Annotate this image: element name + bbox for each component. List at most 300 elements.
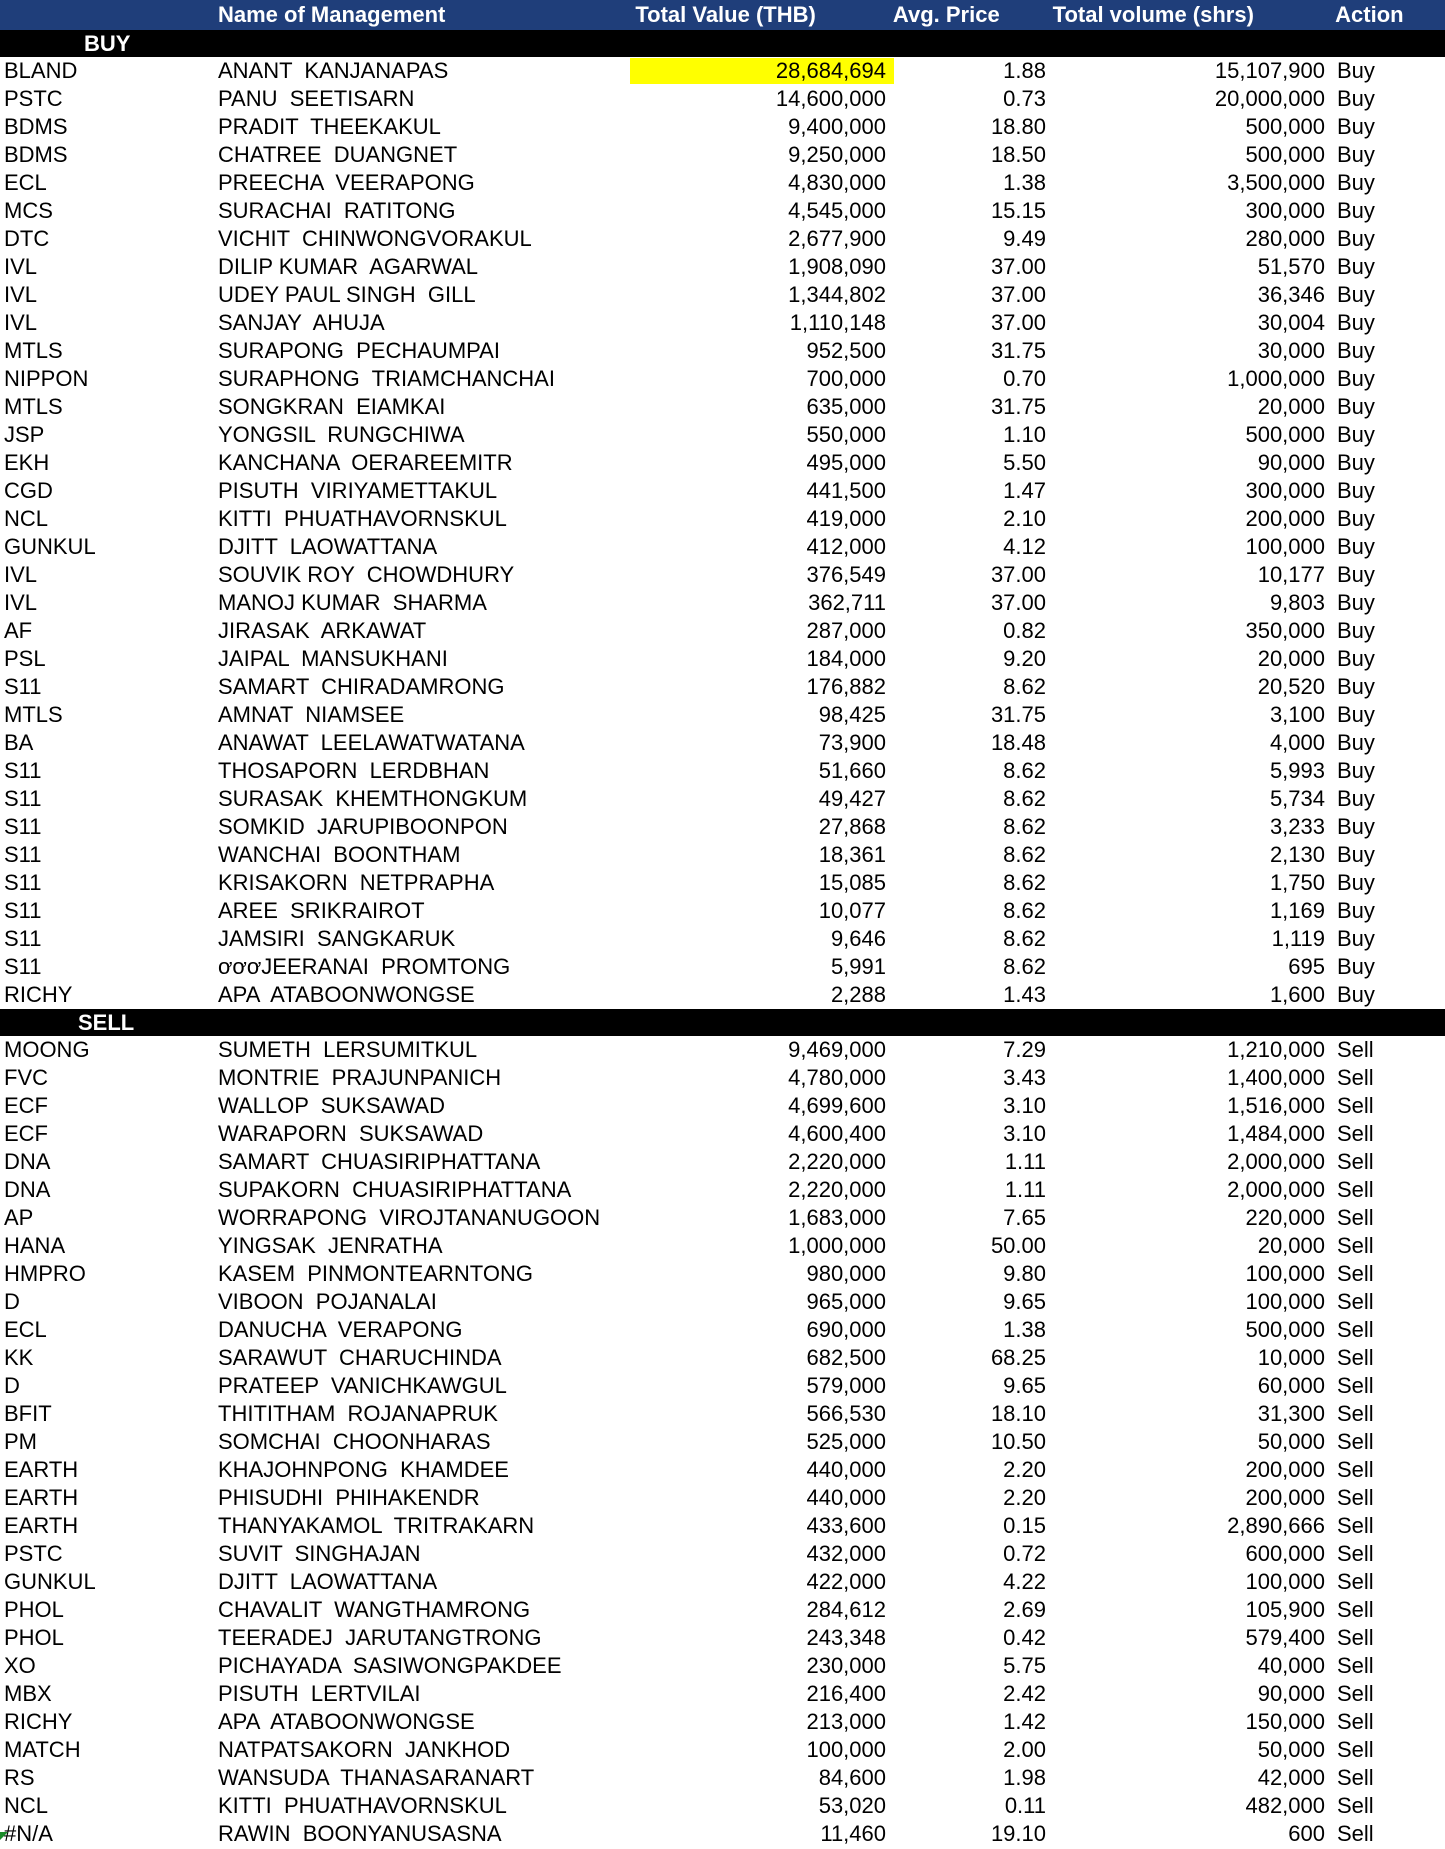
volume-cell[interactable]: 105,900	[1245, 1597, 1325, 1622]
symbol-cell[interactable]: XO	[4, 1653, 36, 1678]
table-row[interactable]	[0, 1064, 1445, 1092]
symbol-cell[interactable]: PSL	[4, 646, 46, 671]
name-cell[interactable]: SARAWUT CHARUCHINDA	[218, 1345, 502, 1370]
symbol-cell[interactable]: IVL	[4, 562, 38, 587]
price-cell[interactable]: 2.20	[1003, 1485, 1046, 1510]
table-row[interactable]	[0, 1680, 1445, 1708]
price-cell[interactable]: 2.20	[1003, 1457, 1046, 1482]
symbol-cell[interactable]: RICHY	[4, 1709, 73, 1734]
value-cell[interactable]: 287,000	[806, 618, 886, 643]
symbol-cell[interactable]: RICHY	[4, 982, 73, 1007]
volume-cell[interactable]: 10,177	[1257, 562, 1325, 587]
action-cell[interactable]: Buy	[1337, 702, 1375, 727]
table-row[interactable]	[0, 1176, 1445, 1204]
symbol-cell[interactable]: GUNKUL	[4, 1569, 96, 1594]
table-row[interactable]	[0, 617, 1445, 645]
volume-cell[interactable]: 500,000	[1245, 1317, 1325, 1342]
action-cell[interactable]: Buy	[1337, 562, 1375, 587]
value-cell[interactable]: 213,000	[806, 1709, 886, 1734]
volume-cell[interactable]: 51,570	[1257, 254, 1325, 279]
table-row[interactable]	[0, 1456, 1445, 1484]
volume-cell[interactable]: 20,000,000	[1214, 86, 1325, 111]
symbol-cell[interactable]: D	[4, 1289, 20, 1314]
symbol-cell[interactable]: MBX	[4, 1681, 52, 1706]
action-cell[interactable]: Sell	[1337, 1373, 1374, 1398]
action-cell[interactable]: Buy	[1337, 450, 1375, 475]
symbol-cell[interactable]: IVL	[4, 254, 38, 279]
symbol-cell[interactable]: EARTH	[4, 1457, 79, 1482]
price-cell[interactable]: 1.47	[1003, 478, 1046, 503]
price-cell[interactable]: 7.29	[1003, 1037, 1046, 1062]
symbol-cell[interactable]: MTLS	[4, 338, 63, 363]
volume-cell[interactable]: 280,000	[1245, 226, 1325, 251]
price-cell[interactable]: 18.48	[990, 730, 1046, 755]
table-row[interactable]	[0, 1820, 1445, 1848]
price-cell[interactable]: 8.62	[1003, 926, 1046, 951]
action-cell[interactable]: Buy	[1337, 534, 1375, 559]
table-row[interactable]	[0, 449, 1445, 477]
table-row[interactable]	[0, 785, 1445, 813]
name-cell[interactable]: WALLOP SUKSAWAD	[218, 1093, 445, 1118]
action-cell[interactable]: Sell	[1337, 1429, 1374, 1454]
name-cell[interactable]: JAMSIRI SANGKARUK	[218, 926, 456, 951]
value-cell[interactable]: 1,000,000	[788, 1233, 886, 1258]
action-cell[interactable]: Sell	[1337, 1177, 1374, 1202]
symbol-cell[interactable]: S11	[4, 870, 42, 895]
action-cell[interactable]: Sell	[1337, 1205, 1374, 1230]
symbol-cell[interactable]: #N/A	[4, 1821, 53, 1846]
action-cell[interactable]: Buy	[1337, 506, 1375, 531]
volume-cell[interactable]: 90,000	[1257, 450, 1325, 475]
volume-cell[interactable]: 40,000	[1257, 1653, 1325, 1678]
symbol-cell[interactable]: MCS	[4, 198, 53, 223]
price-cell[interactable]: 50.00	[990, 1233, 1046, 1258]
price-cell[interactable]: 5.75	[1003, 1653, 1046, 1678]
volume-cell[interactable]: 4,000	[1269, 730, 1325, 755]
price-cell[interactable]: 8.62	[1003, 954, 1046, 979]
symbol-cell[interactable]: PSTC	[4, 86, 63, 111]
action-cell[interactable]: Buy	[1337, 142, 1375, 167]
volume-cell[interactable]: 10,000	[1257, 1345, 1325, 1370]
volume-cell[interactable]: 1,484,000	[1227, 1121, 1325, 1146]
price-cell[interactable]: 9.49	[1003, 226, 1046, 251]
table-row[interactable]	[0, 85, 1445, 113]
action-cell[interactable]: Sell	[1337, 1149, 1374, 1174]
name-cell[interactable]: THANYAKAMOL TRITRAKARN	[218, 1513, 535, 1538]
symbol-cell[interactable]: FVC	[4, 1065, 48, 1090]
volume-cell[interactable]: 1,600	[1269, 982, 1325, 1007]
price-cell[interactable]: 10.50	[990, 1429, 1046, 1454]
volume-cell[interactable]: 1,516,000	[1227, 1093, 1325, 1118]
action-cell[interactable]: Sell	[1337, 1821, 1374, 1846]
volume-cell[interactable]: 500,000	[1245, 142, 1325, 167]
action-cell[interactable]: Buy	[1337, 954, 1375, 979]
symbol-cell[interactable]: KK	[4, 1345, 34, 1370]
table-row[interactable]	[0, 813, 1445, 841]
symbol-cell[interactable]: EKH	[4, 450, 50, 475]
volume-cell[interactable]: 1,000,000	[1227, 366, 1325, 391]
volume-cell[interactable]: 1,210,000	[1227, 1037, 1325, 1062]
price-cell[interactable]: 8.62	[1003, 786, 1046, 811]
name-cell[interactable]: SUVIT SINGHAJAN	[218, 1541, 421, 1566]
price-cell[interactable]: 3.10	[1003, 1093, 1046, 1118]
table-row[interactable]	[0, 1344, 1445, 1372]
table-row[interactable]	[0, 281, 1445, 309]
volume-cell[interactable]: 60,000	[1257, 1373, 1325, 1398]
table-row[interactable]	[0, 1036, 1445, 1064]
price-cell[interactable]: 0.82	[1003, 618, 1046, 643]
value-cell[interactable]: 690,000	[806, 1317, 886, 1342]
name-cell[interactable]: DJITT LAOWATTANA	[218, 1569, 438, 1594]
table-row[interactable]	[0, 505, 1445, 533]
action-cell[interactable]: Buy	[1337, 114, 1375, 139]
name-cell[interactable]: PICHAYADA SASIWONGPAKDEE	[218, 1653, 562, 1678]
action-cell[interactable]: Sell	[1337, 1401, 1374, 1426]
symbol-cell[interactable]: PSTC	[4, 1541, 63, 1566]
price-cell[interactable]: 18.50	[990, 142, 1046, 167]
table-row[interactable]	[0, 1792, 1445, 1820]
value-cell[interactable]: 2,288	[830, 982, 886, 1007]
action-cell[interactable]: Buy	[1337, 870, 1375, 895]
table-row[interactable]	[0, 477, 1445, 505]
volume-cell[interactable]: 579,400	[1245, 1625, 1325, 1650]
volume-cell[interactable]: 2,000,000	[1227, 1177, 1325, 1202]
action-cell[interactable]: Sell	[1337, 1261, 1374, 1286]
value-cell[interactable]: 376,549	[806, 562, 886, 587]
name-cell[interactable]: WORRAPONG VIROJTANANUGOON	[218, 1205, 601, 1230]
name-cell[interactable]: PHISUDHI PHIHAKENDR	[218, 1485, 480, 1510]
value-cell[interactable]: 440,000	[806, 1485, 886, 1510]
volume-cell[interactable]: 90,000	[1257, 1681, 1325, 1706]
table-row[interactable]	[0, 1568, 1445, 1596]
name-cell[interactable]: SURAPHONG TRIAMCHANCHAI	[218, 366, 555, 391]
name-cell[interactable]: KRISAKORN NETPRAPHA	[218, 870, 495, 895]
name-cell[interactable]: SURASAK KHEMTHONGKUM	[218, 786, 528, 811]
price-cell[interactable]: 37.00	[990, 310, 1046, 335]
value-cell[interactable]: 216,400	[806, 1681, 886, 1706]
name-cell[interactable]: KANCHANA OERAREEMITR	[218, 450, 513, 475]
name-cell[interactable]: PISUTH LERTVILAI	[218, 1681, 421, 1706]
name-cell[interactable]: KITTI PHUATHAVORNSKUL	[218, 506, 507, 531]
action-cell[interactable]: Sell	[1337, 1625, 1374, 1650]
value-cell[interactable]: 11,460	[820, 1821, 886, 1846]
volume-cell[interactable]: 20,000	[1257, 646, 1325, 671]
value-cell[interactable]: 566,530	[806, 1401, 886, 1426]
action-cell[interactable]: Buy	[1337, 394, 1375, 419]
action-cell[interactable]: Sell	[1337, 1289, 1374, 1314]
symbol-cell[interactable]: S11	[4, 786, 42, 811]
volume-cell[interactable]: 482,000	[1245, 1793, 1325, 1818]
table-row[interactable]	[0, 673, 1445, 701]
table-row[interactable]	[0, 1708, 1445, 1736]
name-cell[interactable]: VICHIT CHINWONGVORAKUL	[218, 226, 532, 251]
price-cell[interactable]: 3.10	[1003, 1121, 1046, 1146]
action-cell[interactable]: Buy	[1337, 366, 1375, 391]
name-cell[interactable]: CHATREE DUANGNET	[218, 142, 458, 167]
price-cell[interactable]: 0.72	[1003, 1541, 1046, 1566]
price-cell[interactable]: 18.80	[990, 114, 1046, 139]
price-cell[interactable]: 9.80	[1003, 1261, 1046, 1286]
symbol-cell[interactable]: PHOL	[4, 1625, 64, 1650]
symbol-cell[interactable]: EARTH	[4, 1513, 79, 1538]
action-cell[interactable]: Buy	[1337, 898, 1375, 923]
price-cell[interactable]: 2.00	[1003, 1737, 1046, 1762]
volume-cell[interactable]: 36,346	[1257, 282, 1325, 307]
price-cell[interactable]: 8.62	[1003, 814, 1046, 839]
price-cell[interactable]: 9.65	[1003, 1289, 1046, 1314]
volume-cell[interactable]: 500,000	[1245, 422, 1325, 447]
table-row[interactable]	[0, 925, 1445, 953]
name-cell[interactable]: ANANT KANJANAPAS	[218, 58, 449, 83]
symbol-cell[interactable]: AP	[4, 1205, 34, 1230]
table-row[interactable]	[0, 1596, 1445, 1624]
volume-cell[interactable]: 1,119	[1271, 926, 1325, 951]
volume-cell[interactable]: 50,000	[1257, 1429, 1325, 1454]
value-cell[interactable]: 84,600	[818, 1765, 886, 1790]
price-cell[interactable]: 68.25	[990, 1345, 1046, 1370]
volume-cell[interactable]: 200,000	[1245, 1485, 1325, 1510]
symbol-cell[interactable]: IVL	[4, 590, 38, 615]
action-cell[interactable]: Sell	[1337, 1737, 1374, 1762]
name-cell[interactable]: SAMART CHIRADAMRONG	[218, 674, 505, 699]
table-row[interactable]	[0, 589, 1445, 617]
price-cell[interactable]: 0.73	[1003, 86, 1046, 111]
value-cell[interactable]: 952,500	[806, 338, 886, 363]
volume-cell[interactable]: 31,300	[1257, 1401, 1325, 1426]
action-cell[interactable]: Sell	[1337, 1457, 1374, 1482]
name-cell[interactable]: PREECHA VEERAPONG	[218, 170, 475, 195]
symbol-cell[interactable]: MOONG	[4, 1037, 90, 1062]
name-cell[interactable]: AMNAT NIAMSEE	[218, 702, 405, 727]
value-cell[interactable]: 441,500	[806, 478, 886, 503]
table-row[interactable]	[0, 197, 1445, 225]
symbol-cell[interactable]: CGD	[4, 478, 53, 503]
symbol-cell[interactable]: BLAND	[4, 58, 78, 83]
name-cell[interactable]: WANSUDA THANASARANART	[218, 1765, 535, 1790]
name-cell[interactable]: ơơơJEERANAI PROMTONG	[218, 954, 511, 979]
price-cell[interactable]: 37.00	[990, 590, 1046, 615]
volume-cell[interactable]: 50,000	[1257, 1737, 1325, 1762]
action-cell[interactable]: Buy	[1337, 646, 1375, 671]
symbol-cell[interactable]: MTLS	[4, 702, 63, 727]
name-cell[interactable]: KHAJOHNPONG KHAMDEE	[218, 1457, 509, 1482]
name-cell[interactable]: DILIP KUMAR AGARWAL	[218, 254, 479, 279]
price-cell[interactable]: 7.65	[1003, 1205, 1046, 1230]
value-cell[interactable]: 1,110,148	[789, 310, 886, 335]
table-row[interactable]	[0, 1540, 1445, 1568]
value-cell[interactable]: 230,000	[806, 1653, 886, 1678]
volume-cell[interactable]: 600	[1288, 1821, 1325, 1846]
symbol-cell[interactable]: BA	[4, 730, 34, 755]
price-cell[interactable]: 37.00	[990, 562, 1046, 587]
table-row[interactable]	[0, 225, 1445, 253]
symbol-cell[interactable]: IVL	[4, 310, 38, 335]
action-cell[interactable]: Buy	[1337, 338, 1375, 363]
table-row[interactable]	[0, 729, 1445, 757]
table-row[interactable]	[0, 1652, 1445, 1680]
name-cell[interactable]: ANAWAT LEELAWATWATANA	[218, 730, 525, 755]
symbol-cell[interactable]: NCL	[4, 506, 49, 531]
name-cell[interactable]: SAMART CHUASIRIPHATTANA	[218, 1149, 541, 1174]
action-cell[interactable]: Buy	[1337, 422, 1375, 447]
action-cell[interactable]: Sell	[1337, 1653, 1374, 1678]
price-cell[interactable]: 0.70	[1003, 366, 1046, 391]
symbol-cell[interactable]: S11	[4, 814, 42, 839]
table-row[interactable]	[0, 393, 1445, 421]
symbol-cell[interactable]: DNA	[4, 1149, 51, 1174]
name-cell[interactable]: SOUVIK ROY CHOWDHURY	[218, 562, 515, 587]
volume-cell[interactable]: 9,803	[1269, 590, 1325, 615]
volume-cell[interactable]: 15,107,900	[1214, 58, 1325, 83]
value-cell[interactable]: 635,000	[806, 394, 886, 419]
table-row[interactable]	[0, 1232, 1445, 1260]
table-row[interactable]	[0, 1148, 1445, 1176]
price-cell[interactable]: 1.10	[1003, 422, 1046, 447]
symbol-cell[interactable]: S11	[4, 674, 42, 699]
name-cell[interactable]: WARAPORN SUKSAWAD	[218, 1121, 484, 1146]
name-cell[interactable]: SOMCHAI CHOONHARAS	[218, 1429, 491, 1454]
symbol-cell[interactable]: S11	[4, 926, 42, 951]
volume-cell[interactable]: 2,000,000	[1227, 1149, 1325, 1174]
col-header-value[interactable]: Total Value (THB)	[635, 2, 816, 27]
value-cell[interactable]: 422,000	[806, 1569, 886, 1594]
table-row[interactable]	[0, 421, 1445, 449]
name-cell[interactable]: RAWIN BOONYANUSASNA	[218, 1821, 502, 1846]
action-cell[interactable]: Buy	[1337, 254, 1375, 279]
action-cell[interactable]: Sell	[1337, 1681, 1374, 1706]
name-cell[interactable]: SURACHAI RATITONG	[218, 198, 456, 223]
volume-cell[interactable]: 100,000	[1245, 1289, 1325, 1314]
value-cell[interactable]: 284,612	[806, 1597, 886, 1622]
symbol-cell[interactable]: JSP	[4, 422, 45, 447]
table-row[interactable]	[0, 253, 1445, 281]
value-cell[interactable]: 700,000	[806, 366, 886, 391]
action-cell[interactable]: Sell	[1337, 1121, 1374, 1146]
action-cell[interactable]: Buy	[1337, 842, 1375, 867]
symbol-cell[interactable]: DTC	[4, 226, 50, 251]
symbol-cell[interactable]: ECL	[4, 1317, 47, 1342]
symbol-cell[interactable]: HANA	[4, 1233, 66, 1258]
table-row[interactable]	[0, 1288, 1445, 1316]
symbol-cell[interactable]: RS	[4, 1765, 35, 1790]
volume-cell[interactable]: 1,750	[1269, 870, 1325, 895]
table-row[interactable]	[0, 1092, 1445, 1120]
table-row[interactable]	[0, 1484, 1445, 1512]
price-cell[interactable]: 9.20	[1003, 646, 1046, 671]
symbol-cell[interactable]: GUNKUL	[4, 534, 96, 559]
table-row[interactable]	[0, 309, 1445, 337]
value-cell[interactable]: 4,545,000	[788, 198, 886, 223]
action-cell[interactable]: Buy	[1337, 478, 1375, 503]
table-row[interactable]	[0, 1428, 1445, 1456]
action-cell[interactable]: Buy	[1337, 170, 1375, 195]
value-cell[interactable]: 1,344,802	[788, 282, 886, 307]
col-header-price[interactable]: Avg. Price	[892, 2, 1000, 27]
action-cell[interactable]: Buy	[1337, 58, 1375, 83]
action-cell[interactable]: Buy	[1337, 758, 1375, 783]
value-cell[interactable]: 28,684,694	[630, 58, 894, 84]
value-cell[interactable]: 9,250,000	[788, 142, 886, 167]
action-cell[interactable]: Sell	[1337, 1065, 1374, 1090]
value-cell[interactable]: 1,908,090	[788, 254, 886, 279]
value-cell[interactable]: 18,361	[818, 842, 886, 867]
price-cell[interactable]: 1.88	[1003, 58, 1046, 83]
name-cell[interactable]: THOSAPORN LERDBHAN	[218, 758, 490, 783]
name-cell[interactable]: DANUCHA VERAPONG	[218, 1317, 463, 1342]
price-cell[interactable]: 8.62	[1003, 898, 1046, 923]
volume-cell[interactable]: 5,734	[1269, 786, 1325, 811]
symbol-cell[interactable]: D	[4, 1373, 20, 1398]
price-cell[interactable]: 1.11	[1004, 1149, 1046, 1174]
table-row[interactable]	[0, 981, 1445, 1009]
table-row[interactable]	[0, 169, 1445, 197]
value-cell[interactable]: 184,000	[806, 646, 886, 671]
name-cell[interactable]: SONGKRAN EIAMKAI	[218, 394, 446, 419]
action-cell[interactable]: Sell	[1337, 1793, 1374, 1818]
value-cell[interactable]: 965,000	[806, 1289, 886, 1314]
symbol-cell[interactable]: ECF	[4, 1121, 48, 1146]
name-cell[interactable]: APA ATABOONWONGSE	[218, 1709, 475, 1734]
action-cell[interactable]: Sell	[1337, 1093, 1374, 1118]
name-cell[interactable]: YONGSIL RUNGCHIWA	[218, 422, 465, 447]
symbol-cell[interactable]: S11	[4, 954, 42, 979]
action-cell[interactable]: Buy	[1337, 198, 1375, 223]
col-header-name[interactable]: Name of Management	[218, 2, 446, 27]
volume-cell[interactable]: 42,000	[1257, 1765, 1325, 1790]
action-cell[interactable]: Sell	[1337, 1541, 1374, 1566]
volume-cell[interactable]: 20,000	[1257, 394, 1325, 419]
value-cell[interactable]: 432,000	[806, 1541, 886, 1566]
price-cell[interactable]: 0.42	[1003, 1625, 1046, 1650]
value-cell[interactable]: 10,077	[818, 898, 886, 923]
volume-cell[interactable]: 500,000	[1245, 114, 1325, 139]
value-cell[interactable]: 550,000	[806, 422, 886, 447]
symbol-cell[interactable]: S11	[4, 758, 42, 783]
action-cell[interactable]: Buy	[1337, 814, 1375, 839]
symbol-cell[interactable]: HMPRO	[4, 1261, 86, 1286]
action-cell[interactable]: Sell	[1337, 1485, 1374, 1510]
table-row[interactable]	[0, 1316, 1445, 1344]
name-cell[interactable]: UDEY PAUL SINGH GILL	[218, 282, 476, 307]
price-cell[interactable]: 37.00	[990, 282, 1046, 307]
table-row[interactable]	[0, 1764, 1445, 1792]
symbol-cell[interactable]: ECL	[4, 170, 47, 195]
price-cell[interactable]: 4.22	[1003, 1569, 1046, 1594]
action-cell[interactable]: Sell	[1337, 1233, 1374, 1258]
volume-cell[interactable]: 220,000	[1245, 1205, 1325, 1230]
table-row[interactable]	[0, 897, 1445, 925]
price-cell[interactable]: 31.75	[990, 702, 1046, 727]
value-cell[interactable]: 243,348	[806, 1625, 886, 1650]
price-cell[interactable]: 5.50	[1003, 450, 1046, 475]
symbol-cell[interactable]: NIPPON	[4, 366, 89, 391]
volume-cell[interactable]: 3,233	[1269, 814, 1325, 839]
value-cell[interactable]: 5,991	[830, 954, 886, 979]
table-row[interactable]	[0, 701, 1445, 729]
table-row[interactable]	[0, 1204, 1445, 1232]
name-cell[interactable]: SUMETH LERSUMITKUL	[218, 1037, 478, 1062]
volume-cell[interactable]: 30,004	[1257, 310, 1325, 335]
name-cell[interactable]: JAIPAL MANSUKHANI	[218, 646, 448, 671]
value-cell[interactable]: 15,085	[818, 870, 886, 895]
value-cell[interactable]: 419,000	[806, 506, 886, 531]
value-cell[interactable]: 4,830,000	[788, 170, 886, 195]
name-cell[interactable]: VIBOON POJANALAI	[218, 1289, 437, 1314]
volume-cell[interactable]: 5,993	[1269, 758, 1325, 783]
table-row[interactable]	[0, 1512, 1445, 1540]
volume-cell[interactable]: 350,000	[1245, 618, 1325, 643]
table-row[interactable]	[0, 1120, 1445, 1148]
